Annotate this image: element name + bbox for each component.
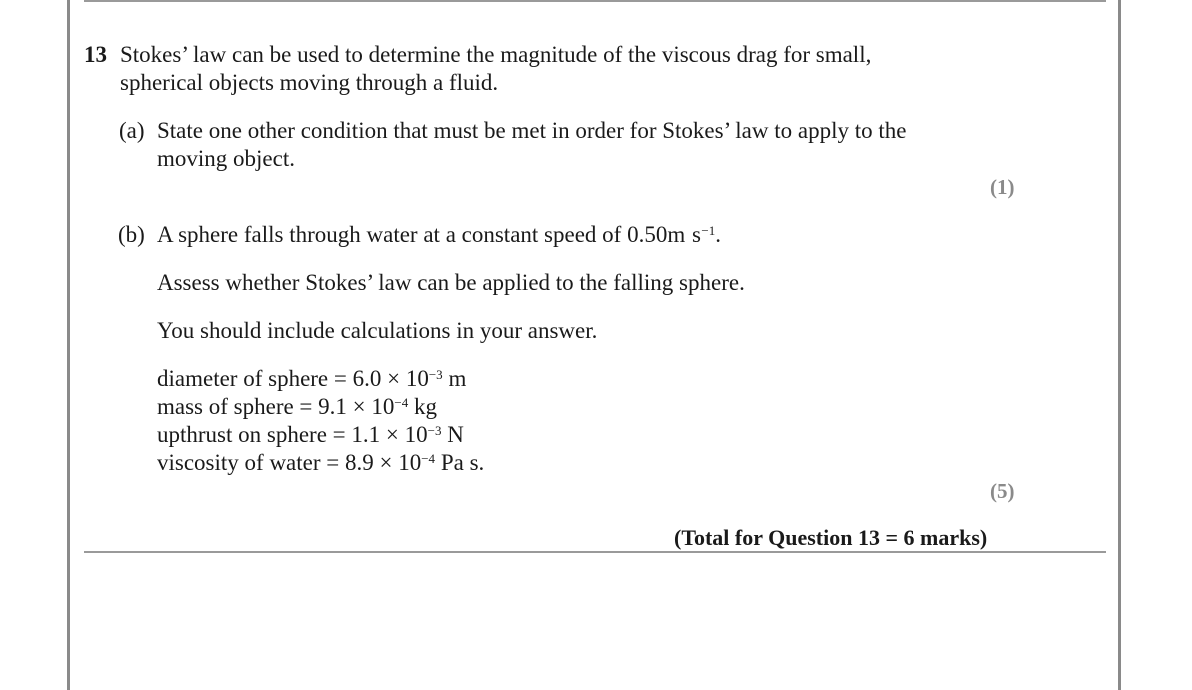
part-b-assess: Assess whether Stokes’ law can be applied to the falling sphere.: [157, 270, 745, 295]
page-border-left: [67, 0, 70, 690]
part-b-instruction: You should include calculations in your answer.: [157, 318, 598, 343]
question-number: 13: [84, 42, 107, 67]
page-border-right: [1118, 0, 1121, 690]
data-line-viscosity: viscosity of water = $8.9 \times 10^{-4}$ Pa s.: [157, 450, 485, 475]
total-marks: (Total for Question 13 = 6 marks): [674, 525, 988, 550]
part-b-stem: [157, 221, 721, 249]
question-intro-line2: spherical objects moving through a fluid.: [120, 70, 499, 95]
question-intro-line1: Stokes’ law can be used to determine the magnitude of the viscous drag for small,: [120, 42, 872, 67]
part-a-label: (a): [119, 118, 145, 143]
part-a-marks: (1): [990, 175, 1015, 199]
data-line-diameter: diameter of sphere = $6.0 \times 10^{-3}$ m: [157, 366, 467, 391]
part-a-line2: moving object.: [157, 146, 295, 171]
part-b-stem-text: A sphere falls through water at a constant speed of 0.50: [157, 222, 668, 247]
part-a-line1: State one other condition that must be met in order for Stokes’ law to apply to the: [157, 118, 907, 143]
part-b-label: (b): [118, 222, 145, 247]
part-b-stem-exponent: −1: [701, 223, 716, 238]
question-bottom-rule: [84, 551, 1106, 553]
data-line-upthrust: upthrust on sphere = $1.1 \times 10^{-3}$ N: [157, 422, 464, 447]
part-b-marks: (5): [990, 479, 1015, 503]
data-line-mass: mass of sphere = $9.1 \times 10^{-4}$ kg: [157, 394, 437, 419]
part-b-stem-unit: m s: [667, 222, 702, 247]
question-top-rule: [84, 0, 1106, 2]
part-b-stem-end: .: [715, 222, 722, 247]
